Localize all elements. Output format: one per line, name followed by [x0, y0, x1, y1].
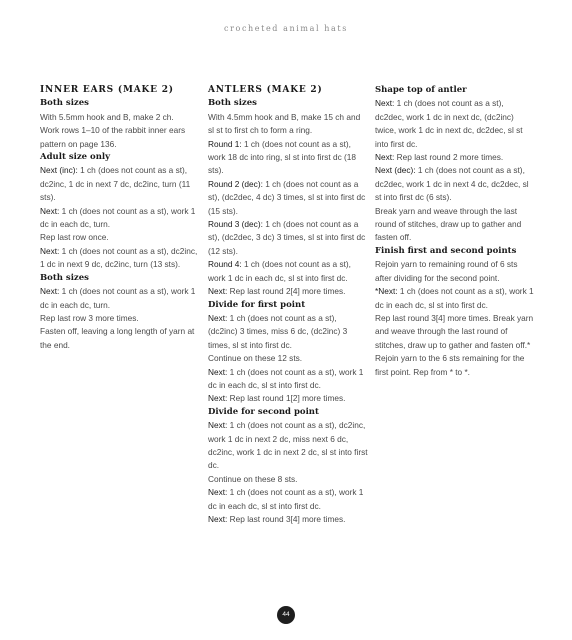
instruction-text: 1 ch (does not count as a st), (dc2inc) 3 times, miss 6 dc, (dc2inc) 3 times, sl st into first dc. Continue on these 12 sts. [208, 312, 348, 364]
instruction-paragraph [208, 486, 368, 513]
instruction-paragraph [208, 111, 368, 138]
instruction-paragraph [208, 285, 368, 298]
instruction-label: Next: [208, 487, 228, 498]
instruction-label: Next: [208, 420, 228, 431]
instruction-paragraph [208, 218, 368, 258]
instruction-label: Next: [40, 286, 60, 297]
instruction-text: 1 ch (does not count as a st), dc2inc, 1 dc in next 9 dc, dc2inc, turn (13 sts). [40, 245, 198, 270]
instruction-label: Next (dec): [375, 165, 416, 176]
subheading: Finish first and second points [375, 245, 517, 256]
instruction-text: 1 ch (does not count as a st), work 1 dc in each dc, sl st into first dc. Rep last round 3[4] more times. Break yarn and weave through the last round of stitches, draw up to gather and fasten off.* Rejoin yarn to the 6 sts remaining for the first point. Rep from * to *. [375, 286, 534, 377]
instruction-label: Next: [208, 286, 228, 297]
instruction-text: 1 ch (does not count as a st), work 1 dc in each dc, sl st into first dc. [208, 259, 351, 283]
instruction-paragraph [208, 513, 368, 526]
instruction-label: Round 4: [208, 259, 242, 270]
instruction-text: 1 ch (does not count as a st), work 1 dc in each dc, sl st into first dc. [208, 487, 364, 511]
instruction-label: Round 3 (dec): [208, 219, 263, 230]
instruction-text: Rep last row 3 more times. Fasten off, leaving a long length of yarn at the end. [40, 312, 195, 350]
instruction-paragraph [40, 164, 200, 204]
instruction-label: Next: [208, 514, 228, 524]
instruction-label: Next (inc): [40, 165, 78, 176]
instruction-paragraph [40, 205, 200, 232]
instruction-paragraph [40, 312, 200, 352]
subheading: Both sizes [208, 98, 257, 109]
instruction-text: 1 ch (does not count as a st), dc2inc, work 1 dc in next 2 dc, miss next 6 dc, dc2inc, work 1 dc in next 2 dc, sl st into first dc. Continue on these 8 sts. [208, 420, 368, 484]
instruction-paragraph [208, 392, 368, 405]
instruction-paragraph [208, 178, 368, 218]
instruction-paragraph [208, 419, 368, 486]
subheading: Both sizes [40, 98, 89, 109]
instruction-paragraph [375, 97, 535, 151]
instruction-paragraph [40, 285, 200, 312]
instruction-label: *Next: [375, 286, 398, 297]
column-1 [40, 84, 200, 352]
column-2 [208, 84, 368, 526]
instruction-text: 1 ch (does not count as a st), work 18 dc into ring, sl st into first dc (18 sts). [208, 138, 357, 176]
instruction-text: Rejoin yarn to remaining round of 6 sts after dividing for the second point. [375, 259, 518, 283]
subheading: Divide for second point [208, 406, 319, 417]
subheading: Both sizes [40, 272, 89, 283]
instruction-label: Next: [208, 393, 228, 404]
instruction-text: 1 ch (does not count as a st), (dc2dec, 4 dc) 3 times, sl st into first dc (15 sts). [208, 178, 366, 216]
instruction-text: 1 ch (does not count as a st), dc2dec, work 1 dc in next 4 dc, dc2dec, sl st into first dc (6 sts). Break yarn and weave through the last round of stitches, draw up to gather and fasten off. [375, 165, 529, 243]
instruction-paragraph [208, 258, 368, 285]
instruction-paragraph [208, 138, 368, 178]
instruction-label: Next: [40, 205, 60, 216]
instruction-text: 1 ch (does not count as a st), dc2dec, work 1 dc in next dc, (dc2inc) twice, work 1 dc in next dc, dc2dec, sl st into first dc. [375, 98, 523, 149]
instruction-paragraph [375, 258, 535, 285]
instruction-text: 1 ch (does not count as a st), (dc2dec, 3 dc) 3 times, sl st into first dc (12 sts). [208, 219, 366, 256]
instruction-text: Rep last round 1[2] more times. [227, 393, 346, 404]
section-title: INNER EARS (MAKE 2) [40, 85, 174, 95]
instruction-paragraph [40, 111, 200, 151]
instruction-text: Rep last row once. [40, 232, 109, 243]
instruction-label: Next: [375, 98, 395, 109]
instruction-text: 1 ch (does not count as a st), work 1 dc in each dc, turn. [40, 205, 196, 230]
section-title: ANTLERS (MAKE 2) [208, 85, 323, 95]
instruction-paragraph [375, 285, 535, 379]
instruction-text: Rep last round 2[4] more times. [227, 286, 346, 297]
instruction-label: Round 1: [208, 138, 242, 149]
instruction-text: Rep last round 3[4] more times. [227, 514, 346, 524]
instruction-label: Next: [375, 152, 395, 163]
instruction-text: Rep last round 2 more times. [394, 152, 504, 163]
page-number: 44 [277, 606, 295, 624]
pattern-columns [40, 84, 540, 584]
instruction-label: Next: [208, 366, 228, 377]
column-3 [375, 84, 535, 379]
instruction-label: Round 2 (dec): [208, 178, 263, 189]
instruction-label: Next: [40, 245, 60, 256]
instruction-label: Next: [208, 312, 228, 323]
instruction-text: 1 ch (does not count as a st), dc2inc, 1 dc in next 7 dc, dc2inc, turn (11 sts). [40, 165, 191, 203]
instruction-paragraph [375, 151, 535, 164]
instruction-paragraph [208, 366, 368, 393]
instruction-text: 1 ch (does not count as a st), work 1 dc in each dc, sl st into first dc. [208, 366, 364, 390]
subheading: Divide for first point [208, 299, 306, 310]
instruction-paragraph [40, 231, 200, 244]
instruction-text: 1 ch (does not count as a st), work 1 dc in each dc, turn. [40, 286, 196, 310]
subheading: Shape top of antler [375, 85, 467, 95]
running-head: crocheted animal hats [224, 24, 348, 33]
instruction-text: With 4.5mm hook and B, make 15 ch and sl st to first ch to form a ring. [208, 111, 361, 136]
instruction-paragraph [375, 164, 535, 244]
instruction-paragraph [40, 245, 200, 272]
subheading: Adult size only [40, 152, 111, 163]
instruction-paragraph [208, 312, 368, 366]
instruction-text: With 5.5mm hook and B, make 2 ch. Work rows 1–10 of the rabbit inner ears pattern on page 136. [40, 111, 186, 149]
